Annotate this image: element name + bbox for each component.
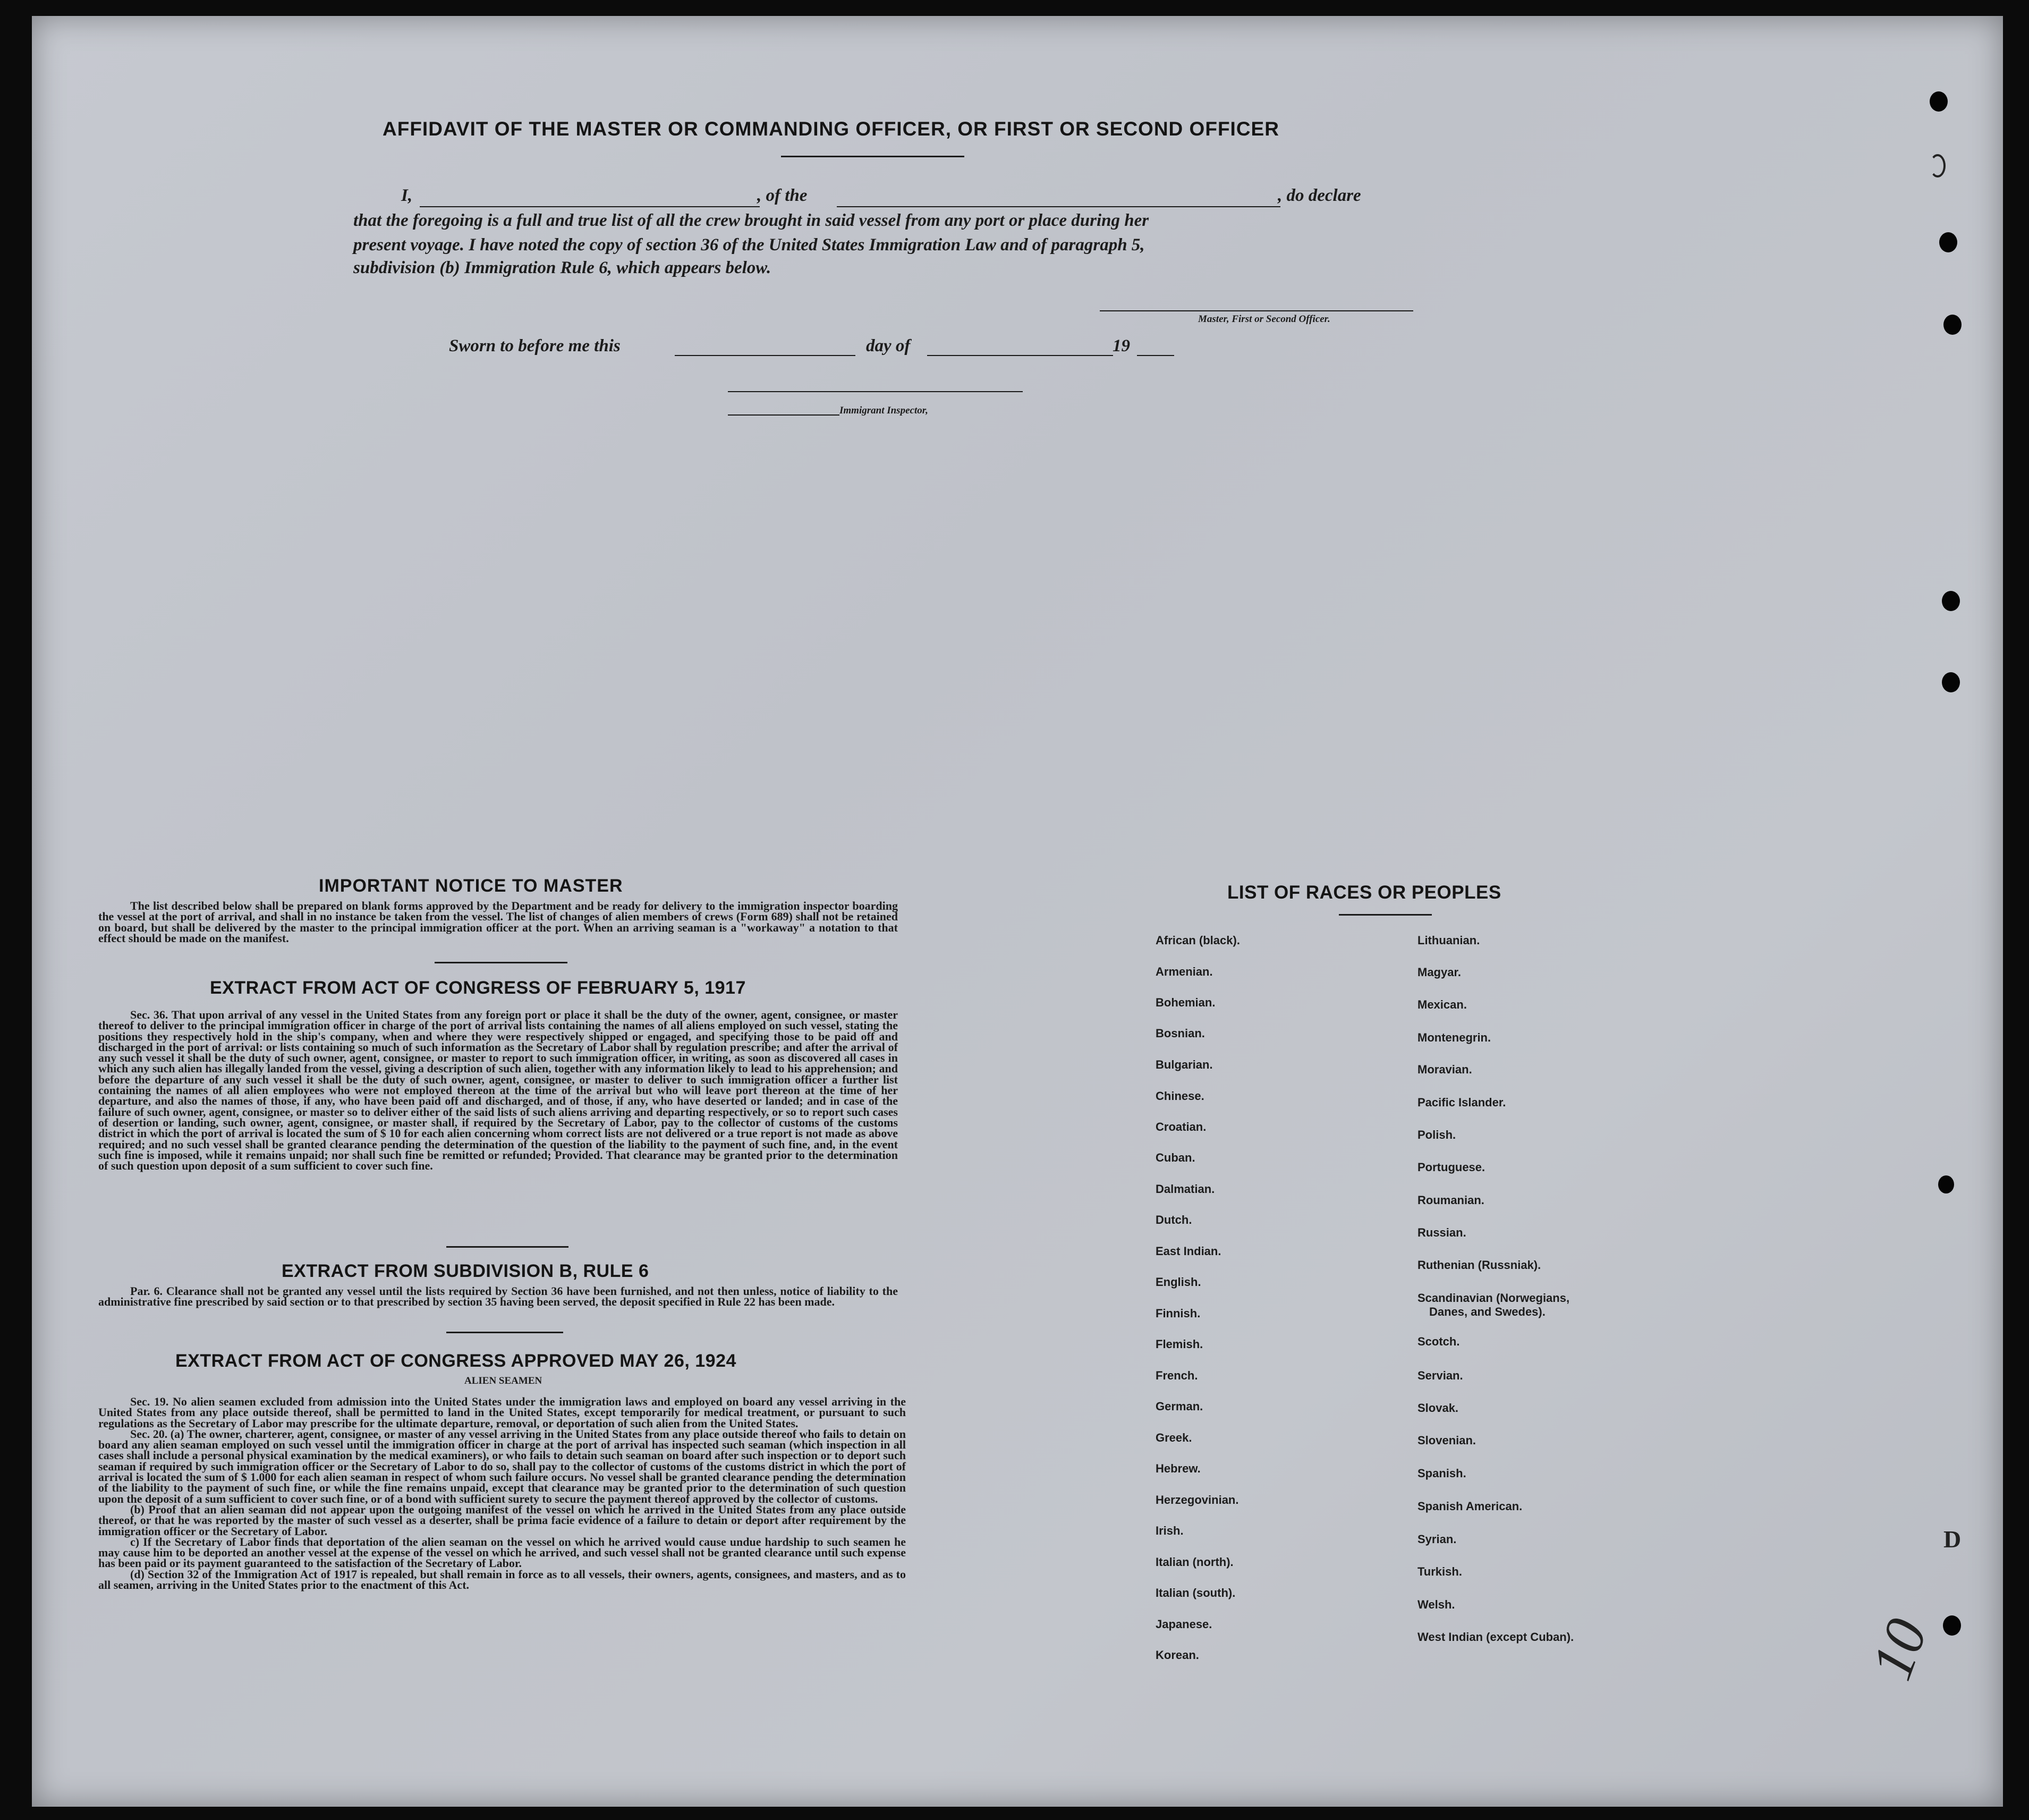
race-item: Pacific Islander. — [1417, 1096, 1506, 1109]
binder-hole — [1943, 315, 1962, 335]
race-item: African (black). — [1156, 934, 1240, 947]
race-item: Armenian. — [1156, 965, 1213, 978]
race-item: Spanish American. — [1417, 1500, 1523, 1513]
inspector-caption: Immigrant Inspector, — [839, 405, 928, 416]
sec-36-paragraph: Sec. 36. That upon arrival of any vessel in the United States from any foreign port or place it shall be the duty of the owner, agent, consignee, or master thereof to deliver to the principal immigration officer in charge of the port of arrival lists containing the names of all aliens employed on such vessel, stating the positions they respectively hold in the ship's company, when and where they were respectively shipped or engaged, and specifying those to be paid off and discharged in the port of arrival: or lists containing so much of such information as the Secretary of Labor shall by regulation prescribe; and after the arrival of any such vessel it shall be the duty of such owner, agent, consignee, or master to report to such immigration officer, in writing, as soon as discovered all cases in which any such alien has illegally landed from the vessel, giving a description of such alien, together with any information likely to lead to his apprehension; and before the departure of any such vessel it shall be the duty of such owner, agent, consignee, or master to deliver to such immigration officer a further list containing the names of all alien employees who were not employed thereon at the time of the arrival but who will leave port thereon at the time of her departure, and also the names of those, if any, who have been paid off and discharged, and of those, if any, who have deserted or landed; and in case of the failure of such owner, agent, consignee, or master so to deliver either of the said lists of such aliens arriving and departing respectively, or so to report such cases of desertion or landing, such owner, agent, consignee, or master shall, if required by the Secretary of Labor, pay to the collector of customs of the customs district in which the port of arrival is located the sum of $ 10 for each alien concerning whom correct lists are not delivered or a true report is not made as above required; and no such vessel shall be granted clearance pending the determination of the question of the liability to the payment of such fine, and, in the event such fine is imposed, while it remains unpaid; nor shall such fine be remitted or refunded; Provided. That clearance may be granted prior to the determination of such question upon deposit of a sum sufficient to cover such fine. — [98, 1008, 898, 1173]
signature-line[interactable] — [1100, 310, 1413, 311]
year-prefix: 19 — [1113, 336, 1130, 355]
race-item: French. — [1156, 1369, 1198, 1382]
race-item: Portuguese. — [1417, 1161, 1485, 1174]
vessel-blank[interactable] — [837, 206, 1280, 207]
race-item: Hebrew. — [1156, 1462, 1201, 1475]
notice-rule — [435, 962, 567, 963]
inspector-name-blank[interactable] — [728, 414, 839, 416]
rule-6-rule — [446, 1332, 563, 1333]
race-item: Syrian. — [1417, 1533, 1457, 1546]
binder-hole-outline — [1930, 154, 1946, 177]
race-item: German. — [1156, 1400, 1203, 1413]
race-item: Korean. — [1156, 1648, 1199, 1662]
binder-hole — [1943, 1615, 1961, 1636]
race-item: Turkish. — [1417, 1565, 1462, 1578]
race-item: Finnish. — [1156, 1307, 1201, 1320]
race-item: Bohemian. — [1156, 996, 1216, 1009]
race-item: Moravian. — [1417, 1063, 1472, 1076]
extract-1924-text — [98, 1396, 906, 1590]
race-item: Russian. — [1417, 1226, 1466, 1239]
race-item: English. — [1156, 1275, 1201, 1289]
race-item: Scandinavian (Norwegians, — [1417, 1291, 1570, 1305]
par-6-paragraph: Par. 6. Clearance shall not be granted any vessel until the lists required by Section 36 have been furnished, and not then unless, notice of liability to the administrative fine prescribed by said section or to that prescribed by section 35 having been served, the deposit specified in Rule 22 has been made. — [98, 1284, 898, 1309]
affidavit-title: AFFIDAVIT OF THE MASTER OR COMMANDING OFFICER, OR FIRST OR SECOND OFFICER — [383, 118, 1279, 140]
name-blank[interactable] — [420, 206, 760, 207]
title-underline — [781, 156, 964, 157]
binder-hole — [1938, 1175, 1954, 1193]
notice-title: IMPORTANT NOTICE TO MASTER — [319, 876, 623, 896]
sec-20b-paragraph: (b) Proof that an alien seaman did not appear upon the outgoing manifest of the vessel on which he arrived in the United States from any place outside thereof, or that he was reported by the master of such vessel as a deserter, shall be prima facie evidence of a failure to detain or deport after requirement by the immigration officer or the Secretary of Labor. — [98, 1502, 906, 1538]
race-item: Japanese. — [1156, 1618, 1212, 1631]
race-item: Greek. — [1156, 1431, 1192, 1444]
handwritten-number: 10 — [1858, 1610, 1940, 1688]
sec-20d-paragraph: (d) Section 32 of the Immigration Act of 1917 is repealed, but shall remain in force as to all vessels, their owners, agents, consignees, and masters, and as to all seamen, arriving in the United States prior to the enactment of this Act. — [98, 1567, 906, 1592]
race-item: Montenegrin. — [1417, 1031, 1491, 1044]
binder-hole — [1930, 91, 1948, 112]
month-blank[interactable] — [927, 355, 1113, 356]
race-item: Irish. — [1156, 1524, 1184, 1537]
race-item: Servian. — [1417, 1369, 1463, 1382]
margin-letter: D — [1943, 1526, 1962, 1553]
race-item: Scotch. — [1417, 1335, 1460, 1348]
races-rule — [1339, 914, 1432, 916]
race-item: Flemish. — [1156, 1338, 1203, 1351]
race-item: Polish. — [1417, 1128, 1456, 1141]
race-item: Italian (north). — [1156, 1555, 1234, 1569]
race-item: Slovenian. — [1417, 1434, 1476, 1447]
declaration-of-the: , of the — [757, 186, 808, 205]
sec-20c-paragraph: c) If the Secretary of Labor finds that deportation of the alien seaman on the vessel on which he arrived would cause undue hardship to such seamen he may cause him to be deported an another vessel at the expense of the vessel on which he arrived, and such vessel shall not be granted clearance until such expense has been paid or its payment guaranteed to the satisfaction of the Secretary of Labor. — [98, 1535, 906, 1570]
race-item: Danes, and Swedes). — [1429, 1305, 1546, 1318]
sworn-label: Sworn to before me this — [449, 336, 621, 355]
extract-1917-text — [98, 1010, 898, 1171]
binder-hole — [1942, 672, 1960, 692]
race-item: Bulgarian. — [1156, 1058, 1213, 1071]
race-item: Bosnian. — [1156, 1027, 1205, 1040]
rule-6-text — [98, 1286, 898, 1308]
extract-1924-title: EXTRACT FROM ACT OF CONGRESS APPROVED MAY 26, 1924 — [175, 1351, 736, 1371]
rule-6-title: EXTRACT FROM SUBDIVISION B, RULE 6 — [282, 1261, 649, 1281]
race-item: Spanish. — [1417, 1467, 1466, 1480]
race-item: Lithuanian. — [1417, 934, 1480, 947]
race-item: Ruthenian (Russniak). — [1417, 1258, 1541, 1272]
binder-hole — [1942, 591, 1960, 611]
declaration-declare: , do declare — [1278, 186, 1361, 205]
race-item: Welsh. — [1417, 1598, 1455, 1611]
extract-1917-title: EXTRACT FROM ACT OF CONGRESS OF FEBRUARY 5, 1917 — [210, 978, 746, 998]
extract-1917-rule — [446, 1246, 568, 1248]
inspector-signature-line[interactable] — [728, 391, 1023, 392]
race-item: Herzegovinian. — [1156, 1493, 1239, 1506]
declaration-line-4: subdivision (b) Immigration Rule 6, which appears below. — [353, 258, 771, 277]
day-of-label: day of — [866, 336, 911, 355]
signature-caption: Master, First or Second Officer. — [1198, 314, 1330, 325]
race-item: Dalmatian. — [1156, 1182, 1215, 1196]
race-item: Cuban. — [1156, 1151, 1195, 1164]
declaration-i: I, — [401, 186, 413, 205]
race-item: Roumanian. — [1417, 1193, 1484, 1207]
year-blank[interactable] — [1137, 355, 1174, 356]
notice-paragraph: The list described below shall be prepared on blank forms approved by the Department and be ready for delivery to the immigration inspector boarding the vessel at the port of arrival, and shall in no instance be taken from the vessel. The list of changes of alien members of crews (Form 689) shall not be retained on board, but shall be delivered by the master to the principal immigration officer at the port. When an arriving seaman is a "workaway" a notation to that effect should be made on the manifest. — [98, 899, 898, 945]
declaration-line-3: present voyage. I have noted the copy of section 36 of the United States Immigration Law and of paragraph 5, — [353, 235, 1145, 255]
race-item: Chinese. — [1156, 1089, 1204, 1103]
sworn-day-blank[interactable] — [675, 355, 855, 356]
race-item: West Indian (except Cuban). — [1417, 1630, 1574, 1644]
sec-20a-paragraph: Sec. 20. (a) The owner, charterer, agent, consignee, or master of any vessel arriving in the United States from any place outside thereof who fails to detain on board any alien seaman employed on such vessel until the immigration officer in charge at the port of arrival has inspected such seaman (which inspection in all cases shall include a personal physical examination by the medical examiners), or who fails to detain such seaman on board after such inspection or to deport such seaman if required by such immigration officer or the Secretary of Labor to do so, shall pay to the collector of customs of the customs district in which the port of arrival is located the sum of $ 1.000 for each alien seaman in respect of whom such failure occurs. No vessel shall be granted clearance pending the determination of the liability to the payment of such fine, or while the fine remains unpaid, except that clearance may be granted prior to the determination of such question upon the deposit of a sum sufficient to cover such fine, or of a bond with sufficient surety to secure the payment thereof approved by the collector of customs. — [98, 1427, 906, 1505]
race-item: Mexican. — [1417, 998, 1467, 1011]
race-item: Slovak. — [1417, 1401, 1459, 1415]
race-item: Italian (south). — [1156, 1586, 1236, 1599]
race-item: Croatian. — [1156, 1120, 1207, 1133]
race-item: Magyar. — [1417, 966, 1461, 979]
race-item: East Indian. — [1156, 1245, 1221, 1258]
declaration-line-2: that the foregoing is a full and true list of all the crew brought in said vessel from any port or place during her — [353, 211, 1149, 230]
race-item: Dutch. — [1156, 1213, 1192, 1226]
binder-hole — [1939, 232, 1957, 252]
sec-19-paragraph: Sec. 19. No alien seamen excluded from admission into the United States under the immigration laws and employed on board any vessel arriving in the United States from any place outside thereof, shall be permitted to land in the United States, except temporarily for medical treatment, or pursuant to such regulations as the Secretary of Labor may prescribe for the ultimate departure, removal, or deportation of such alien from the United States. — [98, 1395, 906, 1430]
races-title: LIST OF RACES OR PEOPLES — [1227, 882, 1501, 903]
notice-text — [98, 901, 898, 944]
alien-seamen-subtitle: ALIEN SEAMEN — [464, 1375, 542, 1386]
